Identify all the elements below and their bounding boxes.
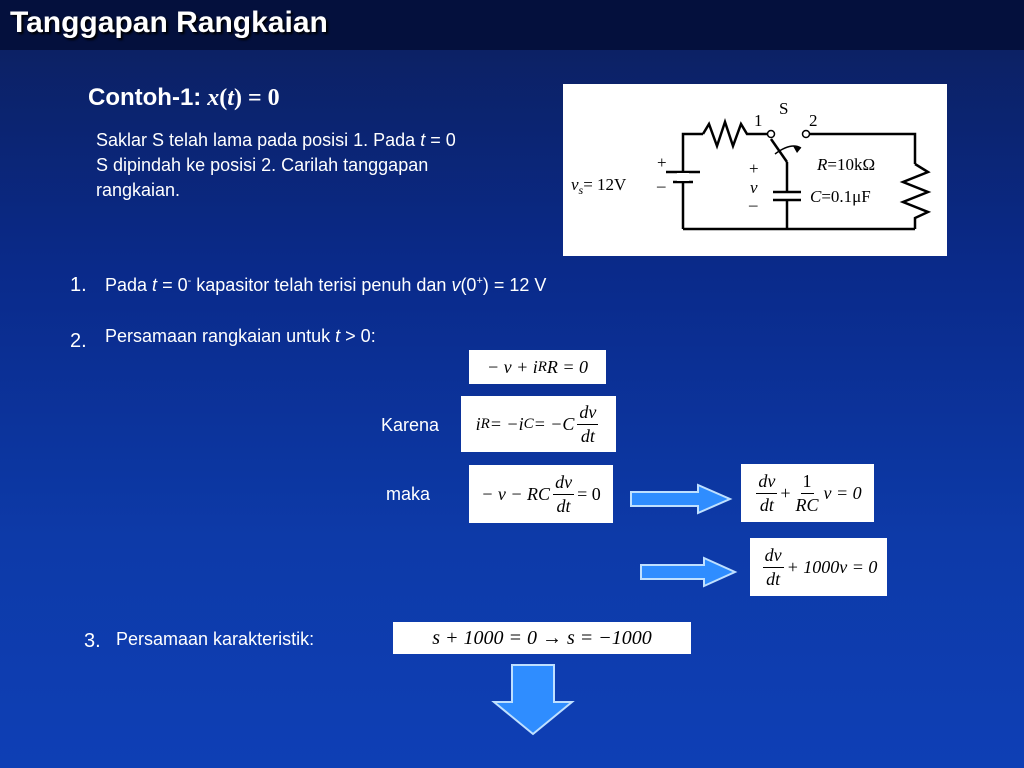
source-minus: –: [657, 176, 666, 195]
step-2-text: Persamaan rangkaian untuk t > 0:: [105, 326, 376, 346]
cap-minus: –: [749, 195, 758, 214]
example-condition: x(t) = 0: [207, 85, 280, 111]
step-2-number: 2.: [70, 330, 87, 352]
problem-statement: [96, 128, 566, 203]
title-bar: [0, 0, 1024, 50]
right-resistor: [903, 164, 928, 229]
capacitor-label: C=0.1μF: [810, 187, 871, 206]
switch-contact-1: [768, 131, 775, 138]
resistor-label: R=10kΩ: [817, 155, 876, 174]
switch-contact-2: [803, 131, 810, 138]
maka-label: maka: [386, 484, 431, 504]
switch-pos1-label: 1: [754, 111, 763, 130]
switch-label: S: [779, 99, 789, 118]
equation-differential: − v − RC $\frac{dv}{dt}$ = 0: [469, 465, 613, 523]
dvdt-fraction: $\frac{dv}{dt}$: [579, 401, 597, 446]
step-3-number: 3.: [84, 630, 101, 652]
problem-line-2: S dipindah ke posisi 2. Carilah tanggapan: [96, 155, 429, 175]
equation-numeric: $\frac{dv}{dt}$ + 1000v = 0: [750, 538, 887, 596]
circuit-diagram: [563, 84, 947, 256]
step-1-number: 1.: [70, 274, 87, 296]
cap-voltage-label: v: [750, 178, 758, 197]
equation-characteristic: s + 1000 = 0 → s = −1000: [393, 622, 691, 654]
equation-kvl: − v + i R R = 0: [469, 350, 606, 384]
right-arrow: [630, 484, 732, 514]
problem-line-3: rangkaian.: [96, 180, 181, 200]
source-plus: +: [657, 153, 667, 172]
equation-current: i R = −i C = −C $\frac{dv}{dt}$: [461, 396, 616, 452]
circuit-schematic: [563, 84, 947, 256]
karena-label: Karena: [381, 415, 440, 435]
right-arrow: [640, 557, 737, 587]
source-label: $v_s= 12V$: [571, 175, 627, 197]
example-label: Contoh-1:: [88, 84, 202, 111]
dvdt-fraction: $\frac{dv}{dt}$: [555, 471, 573, 516]
switch-pos2-label: 2: [809, 111, 818, 130]
down-arrow: [492, 664, 574, 736]
example-heading: [88, 84, 280, 112]
cap-plus: +: [749, 159, 759, 178]
problem-line-1: Saklar S telah lama pada posisi 1. Pada t = 0: [96, 130, 456, 150]
equation-normalized: $\frac{dv}{dt}$ + $\frac{1}{RC}$ v = 0: [741, 464, 874, 522]
slide-title: Tanggapan Rangkaian: [10, 6, 328, 39]
step-1-text: Pada t = 0- kapasitor telah terisi penuh dan v(0+) = 12 V: [105, 275, 547, 295]
step-3-text: Persamaan karakteristik:: [116, 629, 315, 649]
